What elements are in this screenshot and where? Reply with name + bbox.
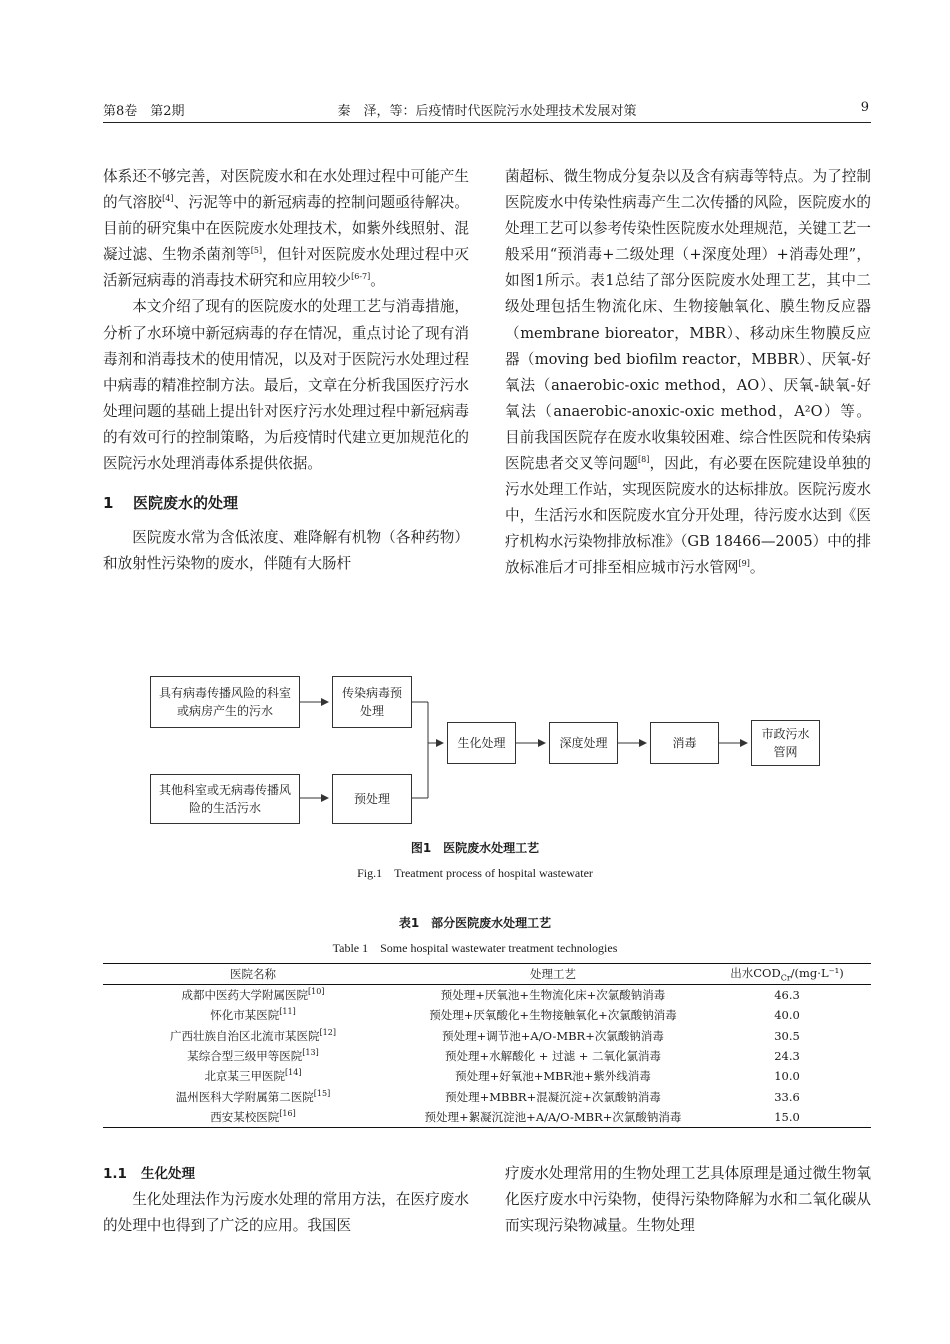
box-advanced-treatment: 深度处理: [549, 722, 618, 764]
cell-cod: 10.0: [774, 1069, 800, 1084]
citation[interactable]: [8]: [638, 455, 650, 465]
cell-process: 预处理+MBBR+混凝沉淀+次氯酸钠消毒: [445, 1089, 661, 1104]
cell-process: 预处理+好氧池+MBR池+紫外线消毒: [455, 1069, 651, 1084]
citation[interactable]: [5]: [250, 246, 263, 256]
cell-hospital-name: 广西壮族自治区北流市某医院[12]: [170, 1027, 336, 1043]
figure-1-caption-en: Fig.1 Treatment process of hospital wastewater: [357, 866, 593, 880]
box-biochemical: 生化处理: [447, 722, 516, 764]
table-row: [103, 1086, 871, 1106]
page-number: 9: [860, 100, 869, 115]
volume-issue: 第8卷 第2期: [103, 104, 185, 119]
cell-process: 预处理+厌氧池+生物流化床+次氯酸钠消毒: [440, 988, 666, 1003]
right-column: [505, 164, 871, 582]
right-column-bottom: [505, 1161, 871, 1239]
citation[interactable]: [4]: [162, 194, 174, 204]
table-1: [103, 963, 871, 1128]
header-process: 处理工艺: [403, 964, 703, 985]
table-1-caption-cn: 表1 部分医院废水处理工艺: [398, 916, 552, 930]
cell-process: 预处理+水解酸化 + 过滤 + 二氧化氯消毒: [444, 1049, 662, 1064]
citation[interactable]: [14]: [285, 1068, 302, 1078]
paragraph-bio-principle: 疗废水处理常用的生物处理工艺具体原理是通过微生物氧化医疗废水中污染物，使得污染物降解为水和二氧化碳从而实现污染物减量。生物处理: [505, 1165, 871, 1235]
cell-hospital-name: 怀化市某医院[11]: [210, 1007, 296, 1023]
citation[interactable]: [10]: [308, 987, 325, 997]
table-row: [103, 1107, 871, 1128]
paragraph-sec1-start: 医院废水常为含低浓度、难降解有机物（各种药物）和放射性污染物的废水，伴随有大肠杆: [103, 529, 469, 573]
cell-cod: 15.0: [703, 1107, 871, 1128]
cell-cod: 46.3: [774, 988, 800, 1003]
cell-hospital-name: 西安某校医院[16]: [103, 1107, 403, 1128]
citation[interactable]: [6-7]: [351, 272, 371, 282]
citation[interactable]: [13]: [302, 1048, 319, 1058]
cell-cod: 40.0: [774, 1008, 800, 1023]
cell-hospital-name: 某综合型三级甲等医院[13]: [187, 1048, 319, 1064]
table-body: [103, 985, 871, 1128]
cell-process: 预处理+调节池+A/O-MBR+次氯酸钠消毒: [442, 1028, 664, 1043]
running-title: 秦 泽，等：后疫情时代医院污水处理技术发展对策: [337, 104, 637, 119]
box-disinfection: 消毒: [650, 722, 719, 764]
running-header: [103, 96, 871, 123]
figure-1-diagram: [150, 670, 870, 830]
table-row: [103, 1046, 871, 1066]
paragraph-intro-cont: 体系还不够完善，对医院废水和在水处理过程中可能产生的气溶胶[4]、污泥等中的新冠病毒的控制问题亟待解决。目前的研究集中在医院废水处理技术，如紫外线照射、混凝过滤、生物杀菌剂等[5]，但针对医院废水处理过程中灭活新冠病毒的消毒技术研究和应用较少[6-7]。: [103, 168, 469, 290]
figure-1-caption-cn: 图1 医院废水处理工艺: [410, 841, 540, 855]
left-column-bottom: [103, 1161, 469, 1239]
paragraph-sec1-cont: 菌超标、微生物成分复杂以及含有病毒等特点。为了控制医院废水中传染性病毒产生二次传播的风险，医院废水的处理工艺可以参考传染性医院废水处理规范，关键工艺一般采用“预消毒+二级处理（+深度处理）+消毒处理”，如图1所示。表1总结了部分医院废水处理工艺，其中二级处理包括生物流化床、生物接触氧化、膜生物反应器（membrane bioreator，MBR）、移动床生物膜反应器（moving bed biofilm reactor，MBBR）、厌氧-好氧法（anaerobic-oxic method，AO）、厌氧-缺氧-好氧法（anaerobic-anoxic-oxic method，A²O）等。目前我国医院存在废水收集较困难、综合性医院和传染病医院患者交叉等问题[8]，因此，有必要在医院建设单独的污水处理工作站，实现医院废水的达标排放。医院污废水中，生活污水和医院废水宜分开处理，待污废水达到《医疗机构水污染物排放标准》（GB 18466—2005）中的排放标准后才可排至相应城市污水管网[9]。: [505, 168, 871, 577]
citation[interactable]: [12]: [319, 1027, 336, 1037]
citation[interactable]: [15]: [313, 1088, 331, 1098]
table-row: [103, 985, 871, 1006]
header-cod: 出水$COD_{Cr}/(mg\cdot L^{-1})$: [703, 964, 871, 985]
table-row: [103, 1005, 871, 1025]
citation[interactable]: [11]: [279, 1007, 296, 1017]
table-row: [103, 1026, 871, 1046]
cell-hospital-name: 成都中医药大学附属医院[10]: [181, 987, 325, 1003]
box-virus-pretreatment: 传染病毒预处理: [332, 676, 412, 728]
citation[interactable]: [16]: [279, 1109, 296, 1119]
citation[interactable]: [9]: [738, 559, 750, 569]
header-hospital: 医院名称: [103, 964, 403, 985]
cell-hospital-name: 北京某三甲医院[14]: [204, 1068, 302, 1084]
cell-process: 预处理+絮凝沉淀池+A/A/O-MBR+次氯酸钠消毒: [403, 1107, 703, 1128]
cell-process: 预处理+厌氧酸化+生物接触氧化+次氯酸钠消毒: [429, 1008, 677, 1023]
table-row: [103, 1066, 871, 1086]
cell-cod: 33.6: [774, 1089, 800, 1104]
paragraph-bio-treatment: 生化处理法作为污废水处理的常用方法，在医疗废水的处理中也得到了广泛的应用。我国医: [103, 1191, 469, 1235]
section-heading-1: 1 医院废水的处理: [103, 494, 239, 513]
box-pretreatment: 预处理: [332, 774, 412, 824]
box-high-risk-wastewater: 具有病毒传播风险的科室或病房产生的污水: [150, 676, 300, 728]
cell-cod: 30.5: [774, 1028, 800, 1043]
box-low-risk-wastewater: 其他科室或无病毒传播风险的生活污水: [150, 774, 300, 824]
table-1-caption-en: Table 1 Some hospital wastewater treatment technologies: [332, 941, 618, 955]
left-column: [103, 164, 469, 577]
cell-hospital-name: 温州医科大学附属第二医院[15]: [175, 1088, 331, 1104]
cell-cod: 24.3: [774, 1049, 800, 1064]
box-municipal-sewer: 市政污水管网: [751, 720, 820, 766]
subsection-heading-1-1: 1.1 生化处理: [103, 1166, 195, 1182]
table-header-row: [103, 964, 871, 985]
paragraph-overview: 本文介绍了现有的医院废水的处理工艺与消毒措施，分析了水环境中新冠病毒的存在情况，重点讨论了现有消毒剂和消毒技术的使用情况，以及对于医院污水处理过程中病毒的精准控制方法。最后，文章在分析我国医疗污水处理问题的基础上提出针对医疗污水处理过程中新冠病毒的有效可行的控制策略，为后疫情时代建立更加规范化的医院污水处理消毒体系提供依据。: [103, 298, 469, 473]
